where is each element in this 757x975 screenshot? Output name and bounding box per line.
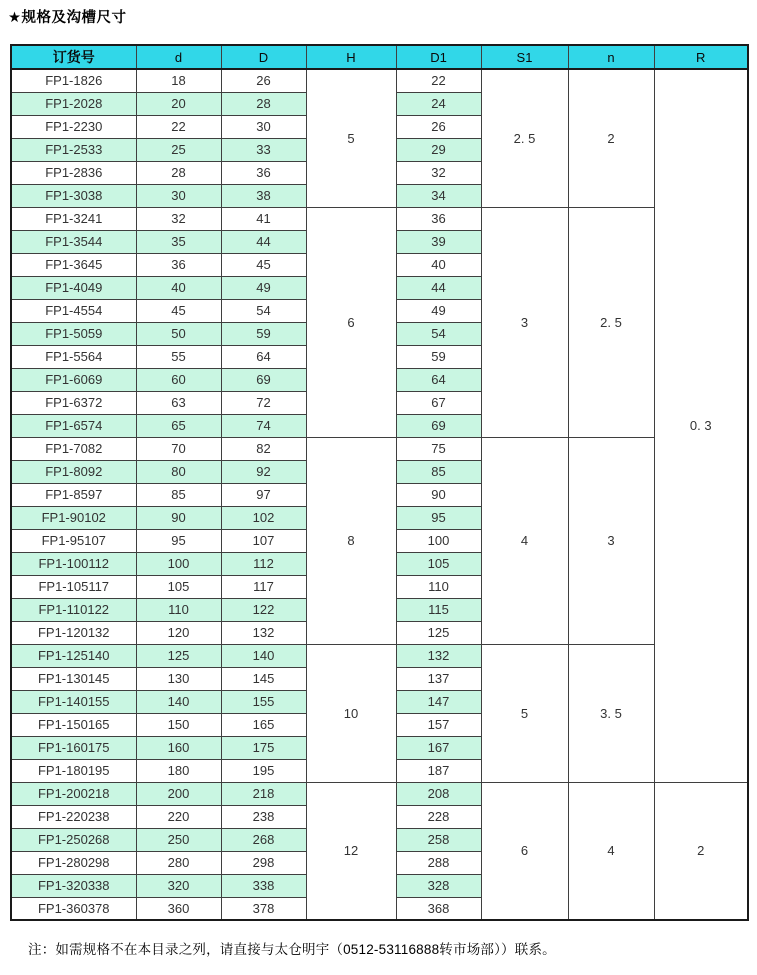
cell-D1: 59 — [396, 345, 481, 368]
cell-D: 72 — [221, 391, 306, 414]
cell-D: 64 — [221, 345, 306, 368]
cell-D: 140 — [221, 644, 306, 667]
cell-d: 70 — [136, 437, 221, 460]
cell-order-id: FP1-140155 — [11, 690, 136, 713]
cell-D1: 49 — [396, 299, 481, 322]
cell-order-id: FP1-130145 — [11, 667, 136, 690]
cell-D1: 100 — [396, 529, 481, 552]
cell-S1-merged: 2. 5 — [481, 69, 568, 207]
cell-D: 30 — [221, 115, 306, 138]
cell-H-merged: 12 — [306, 782, 396, 920]
footer-note: 注：如需规格不在本目录之列，请直接与太仓明宇（0512-53116888转市场部））联系。 — [28, 942, 556, 957]
cell-order-id: FP1-200218 — [11, 782, 136, 805]
cell-D: 49 — [221, 276, 306, 299]
column-header-H: H — [306, 45, 396, 69]
cell-order-id: FP1-6372 — [11, 391, 136, 414]
cell-S1-merged: 3 — [481, 207, 568, 437]
cell-D: 107 — [221, 529, 306, 552]
cell-d: 110 — [136, 598, 221, 621]
cell-d: 125 — [136, 644, 221, 667]
cell-d: 18 — [136, 69, 221, 92]
cell-D1: 288 — [396, 851, 481, 874]
cell-D: 175 — [221, 736, 306, 759]
table-row — [11, 69, 748, 92]
cell-d: 100 — [136, 552, 221, 575]
table-row — [11, 207, 748, 230]
cell-d: 200 — [136, 782, 221, 805]
cell-H-merged: 10 — [306, 644, 396, 782]
cell-D1: 39 — [396, 230, 481, 253]
cell-order-id: FP1-2230 — [11, 115, 136, 138]
cell-order-id: FP1-6574 — [11, 414, 136, 437]
cell-D: 54 — [221, 299, 306, 322]
cell-d: 120 — [136, 621, 221, 644]
cell-D: 112 — [221, 552, 306, 575]
cell-order-id: FP1-90102 — [11, 506, 136, 529]
cell-D: 165 — [221, 713, 306, 736]
cell-D1: 64 — [396, 368, 481, 391]
cell-order-id: FP1-3544 — [11, 230, 136, 253]
cell-D: 69 — [221, 368, 306, 391]
cell-d: 55 — [136, 345, 221, 368]
cell-D1: 75 — [396, 437, 481, 460]
cell-d: 28 — [136, 161, 221, 184]
cell-order-id: FP1-95107 — [11, 529, 136, 552]
cell-D: 145 — [221, 667, 306, 690]
cell-d: 360 — [136, 897, 221, 920]
cell-D1: 137 — [396, 667, 481, 690]
cell-D1: 85 — [396, 460, 481, 483]
cell-H-merged: 5 — [306, 69, 396, 207]
cell-D1: 157 — [396, 713, 481, 736]
cell-d: 90 — [136, 506, 221, 529]
cell-D: 44 — [221, 230, 306, 253]
cell-order-id: FP1-110122 — [11, 598, 136, 621]
cell-D: 338 — [221, 874, 306, 897]
header-row — [11, 45, 748, 69]
cell-D1: 29 — [396, 138, 481, 161]
cell-D1: 105 — [396, 552, 481, 575]
cell-S1-merged: 4 — [481, 437, 568, 644]
cell-D: 268 — [221, 828, 306, 851]
cell-D: 26 — [221, 69, 306, 92]
column-header-order-id: 订货号 — [11, 45, 136, 69]
cell-d: 30 — [136, 184, 221, 207]
cell-d: 20 — [136, 92, 221, 115]
page-title: ★规格及沟槽尺寸 — [8, 10, 127, 26]
column-header-n: n — [568, 45, 654, 69]
cell-D: 45 — [221, 253, 306, 276]
cell-order-id: FP1-3241 — [11, 207, 136, 230]
cell-D1: 40 — [396, 253, 481, 276]
cell-d: 22 — [136, 115, 221, 138]
cell-d: 25 — [136, 138, 221, 161]
column-header-S1: S1 — [481, 45, 568, 69]
cell-D1: 115 — [396, 598, 481, 621]
cell-D1: 26 — [396, 115, 481, 138]
cell-D: 28 — [221, 92, 306, 115]
cell-D1: 258 — [396, 828, 481, 851]
table-header — [11, 45, 748, 69]
cell-D1: 132 — [396, 644, 481, 667]
cell-order-id: FP1-3645 — [11, 253, 136, 276]
cell-d: 280 — [136, 851, 221, 874]
cell-D: 195 — [221, 759, 306, 782]
cell-D1: 125 — [396, 621, 481, 644]
cell-order-id: FP1-320338 — [11, 874, 136, 897]
cell-D: 41 — [221, 207, 306, 230]
cell-D1: 32 — [396, 161, 481, 184]
table-row — [11, 782, 748, 805]
column-header-D: D — [221, 45, 306, 69]
cell-d: 250 — [136, 828, 221, 851]
spec-table — [10, 44, 749, 921]
cell-order-id: FP1-360378 — [11, 897, 136, 920]
cell-D: 117 — [221, 575, 306, 598]
cell-d: 50 — [136, 322, 221, 345]
cell-d: 140 — [136, 690, 221, 713]
cell-D: 38 — [221, 184, 306, 207]
cell-D1: 187 — [396, 759, 481, 782]
cell-order-id: FP1-3038 — [11, 184, 136, 207]
cell-d: 40 — [136, 276, 221, 299]
cell-order-id: FP1-2533 — [11, 138, 136, 161]
cell-d: 60 — [136, 368, 221, 391]
cell-D1: 24 — [396, 92, 481, 115]
cell-order-id: FP1-4554 — [11, 299, 136, 322]
column-header-D1: D1 — [396, 45, 481, 69]
cell-n-merged: 2 — [568, 69, 654, 207]
cell-n-merged: 3 — [568, 437, 654, 644]
cell-S1-merged: 5 — [481, 644, 568, 782]
cell-D: 218 — [221, 782, 306, 805]
cell-D: 298 — [221, 851, 306, 874]
cell-d: 32 — [136, 207, 221, 230]
cell-D: 74 — [221, 414, 306, 437]
cell-D1: 54 — [396, 322, 481, 345]
cell-D: 82 — [221, 437, 306, 460]
cell-D1: 34 — [396, 184, 481, 207]
cell-H-merged: 8 — [306, 437, 396, 644]
cell-d: 95 — [136, 529, 221, 552]
cell-D1: 36 — [396, 207, 481, 230]
cell-D1: 228 — [396, 805, 481, 828]
cell-D1: 44 — [396, 276, 481, 299]
cell-order-id: FP1-150165 — [11, 713, 136, 736]
cell-order-id: FP1-100112 — [11, 552, 136, 575]
cell-order-id: FP1-8092 — [11, 460, 136, 483]
cell-d: 105 — [136, 575, 221, 598]
cell-D1: 208 — [396, 782, 481, 805]
cell-D1: 110 — [396, 575, 481, 598]
cell-order-id: FP1-5059 — [11, 322, 136, 345]
cell-n-merged: 4 — [568, 782, 654, 920]
cell-D: 36 — [221, 161, 306, 184]
cell-d: 65 — [136, 414, 221, 437]
cell-order-id: FP1-5564 — [11, 345, 136, 368]
table-row — [11, 437, 748, 460]
cell-D1: 67 — [396, 391, 481, 414]
cell-order-id: FP1-125140 — [11, 644, 136, 667]
table-body — [11, 69, 748, 920]
cell-S1-merged: 6 — [481, 782, 568, 920]
cell-D1: 90 — [396, 483, 481, 506]
cell-H-merged: 6 — [306, 207, 396, 437]
cell-R-merged: 0. 3 — [654, 69, 748, 782]
cell-d: 80 — [136, 460, 221, 483]
cell-D1: 22 — [396, 69, 481, 92]
cell-order-id: FP1-8597 — [11, 483, 136, 506]
cell-d: 63 — [136, 391, 221, 414]
cell-order-id: FP1-250268 — [11, 828, 136, 851]
table-row — [11, 644, 748, 667]
cell-D: 132 — [221, 621, 306, 644]
cell-order-id: FP1-2028 — [11, 92, 136, 115]
column-header-d: d — [136, 45, 221, 69]
cell-D: 238 — [221, 805, 306, 828]
cell-D: 122 — [221, 598, 306, 621]
cell-D: 33 — [221, 138, 306, 161]
cell-order-id: FP1-4049 — [11, 276, 136, 299]
cell-d: 36 — [136, 253, 221, 276]
cell-order-id: FP1-6069 — [11, 368, 136, 391]
cell-order-id: FP1-1826 — [11, 69, 136, 92]
cell-D: 155 — [221, 690, 306, 713]
cell-D: 59 — [221, 322, 306, 345]
cell-d: 220 — [136, 805, 221, 828]
cell-order-id: FP1-7082 — [11, 437, 136, 460]
cell-d: 45 — [136, 299, 221, 322]
cell-R-merged: 2 — [654, 782, 748, 920]
cell-D: 92 — [221, 460, 306, 483]
cell-d: 180 — [136, 759, 221, 782]
cell-order-id: FP1-120132 — [11, 621, 136, 644]
cell-order-id: FP1-160175 — [11, 736, 136, 759]
cell-D1: 328 — [396, 874, 481, 897]
cell-order-id: FP1-2836 — [11, 161, 136, 184]
cell-D: 102 — [221, 506, 306, 529]
cell-D1: 167 — [396, 736, 481, 759]
cell-d: 320 — [136, 874, 221, 897]
cell-D1: 69 — [396, 414, 481, 437]
cell-D1: 368 — [396, 897, 481, 920]
cell-D: 378 — [221, 897, 306, 920]
cell-order-id: FP1-180195 — [11, 759, 136, 782]
cell-order-id: FP1-105117 — [11, 575, 136, 598]
cell-D1: 95 — [396, 506, 481, 529]
cell-order-id: FP1-220238 — [11, 805, 136, 828]
cell-D: 97 — [221, 483, 306, 506]
cell-d: 130 — [136, 667, 221, 690]
cell-n-merged: 3. 5 — [568, 644, 654, 782]
cell-n-merged: 2. 5 — [568, 207, 654, 437]
cell-order-id: FP1-280298 — [11, 851, 136, 874]
cell-d: 35 — [136, 230, 221, 253]
column-header-R: R — [654, 45, 748, 69]
cell-D1: 147 — [396, 690, 481, 713]
cell-d: 85 — [136, 483, 221, 506]
cell-d: 160 — [136, 736, 221, 759]
cell-d: 150 — [136, 713, 221, 736]
